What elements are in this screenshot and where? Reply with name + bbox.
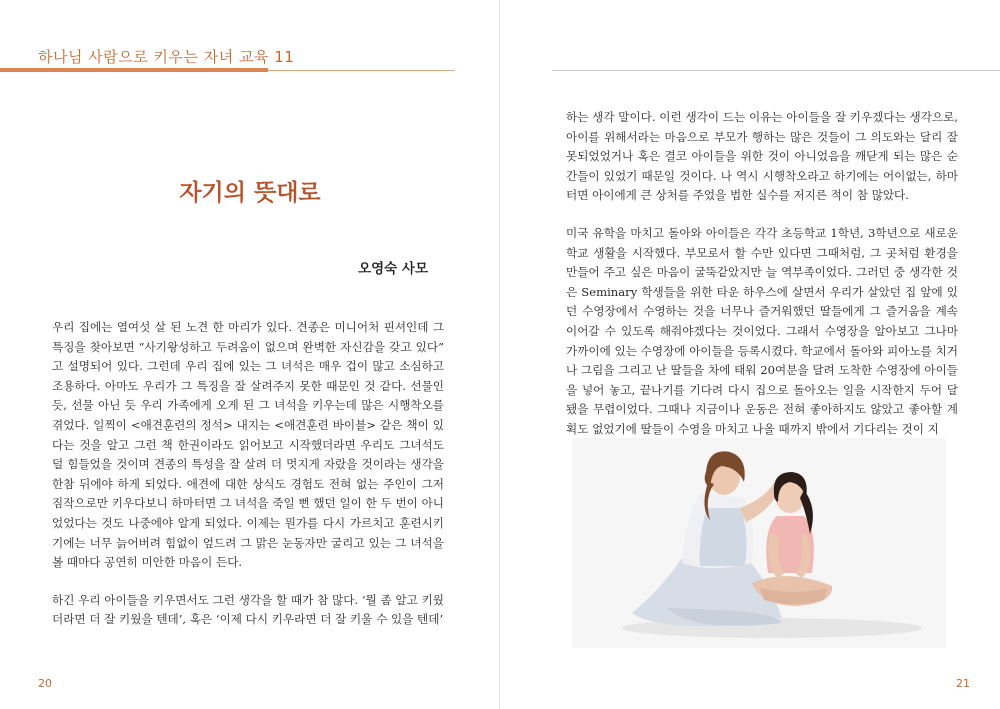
page-number-left: 20 [38, 677, 52, 690]
paragraph: 하긴 우리 아이들을 키우면서도 그런 생각을 할 때가 참 많다. ‘뭘 좀 알고 키웠더라면 더 잘 키웠을 텐데’, 혹은 ‘이제 다시 키우라면 더 잘 키울 수 있을 텐데’ [52, 592, 444, 627]
paragraph: 미국 유학을 마치고 돌아와 아이들은 각각 초등학교 1학년, 3학년으로 새로운 학교 생활을 시작했다. 부모로서 할 수만 있다면 그때처럼, 그 곳처럼 환경을 만들어 주고 싶은 마음이 굴뚝같았지만 늘 역부족이었다. 그러던 중 생각한 것은 Seminary 학생들을 위한 타운 하우스에 살면서 우리가 살았던 집 앞에 있던 수영장에서 수영하는 것을 너무나 즐거워했던 딸들에게 그 즐거움을 계속 이어갈 수 있도록 해줘야겠다는 것이었다. 그래서 수영장을 알아보고 그나마 가까이에 있는 수영장에 아이들을 등록시켰다. 학교에서 돌아와 피아노를 치거나 그림을 그리고 난 딸들을 차에 태워 20여분을 달려 도착한 수영장에 아이들을 넣어 놓고, 끝나기를 기다려 다시 집으로 돌아오는 일을 시작한지 두어 달 됐을 무렵이었다. 그때나 지금이나 운동은 전혀 좋아하지도 않았고 좋아할 계획도 없었기에 딸들이 수영을 마치고 나올 때까지 밖에서 기다리는 것이 지 [566, 225, 958, 436]
chapter-title: 자기의 뜻대로 [179, 180, 321, 206]
right-page [500, 0, 1000, 709]
paragraph: 우리 집에는 열여섯 살 된 노견 한 마리가 있다. 견종은 미니어처 핀셔인데 그 특징을 찾아보면 “사기왕성하고 두려움이 없으며 완벽한 자신감을 갖고 있다” 고 설명되어 있다. 그런데 우리 집에 있는 그 녀석은 매우 겁이 많고 소심하고 조용하다. 아마도 우리가 그 특징을 잘 살려주지 못한 때문인 것 같다. 선물인 듯, 선물 아닌 듯 우리 가족에게 오게 된 그 녀석을 키우는데 많은 시행착오를 겪었다. 일찍이 <애견훈련의 정석> 내지는 <애견훈련 바이블> 같은 책이 있다는 것을 알고 그런 책 한권이라도 읽어보고 시작했더라면 우리도 그녀석도 덜 힘들었을 것이며 견종의 특성을 잘 살려 더 멋지게 자랐을 것이라는 생각을 한참 뒤에야 하게 되었다. 애견에 대한 상식도 경험도 전혀 없는 주인이 그저 짐작으로만 키우다보니 하마터면 그 녀석을 죽일 뻔 했던 일이 한 두 번이 아니었었다는 것도 나중에야 알게 되었다. 이제는 뭔가를 다시 가르치고 훈련시키기에는 너무 늙어버려 힘없이 엎드려 그 맑은 눈동자만 굴리고 있는 그 녀석을 볼 때마다 공연히 미안한 마음이 든다. [52, 320, 444, 570]
paragraph: 하는 생각 말이다. 이런 생각이 드는 이유는 아이들을 잘 키우겠다는 생각으로, 아이를 위해서라는 마음으로 부모가 행하는 많은 것들이 그 의도와는 달리 잘못되었었거나 혹은 결코 아이들을 위한 것이 아니었음을 깨닫게 되는 많은 순간들이 있었기 때문일 것이다. 나 역시 시행착오라고 하기에는 어이없는, 하마터면 아이에게 큰 상처를 주었을 법한 실수를 저지른 적이 참 많았다. [566, 110, 958, 203]
mother-and-daughter-photo [572, 438, 946, 648]
photo-illustration [572, 438, 946, 648]
page-number-right: 21 [956, 677, 970, 690]
left-body-text [52, 318, 444, 630]
running-header: 하나님 사람으로 키우는 자녀 교육 11 [38, 48, 295, 66]
header-rule [552, 70, 1000, 71]
right-body-text [566, 108, 958, 440]
author-name: 오영숙 사모 [358, 261, 428, 277]
header-accent-bar [0, 68, 268, 72]
